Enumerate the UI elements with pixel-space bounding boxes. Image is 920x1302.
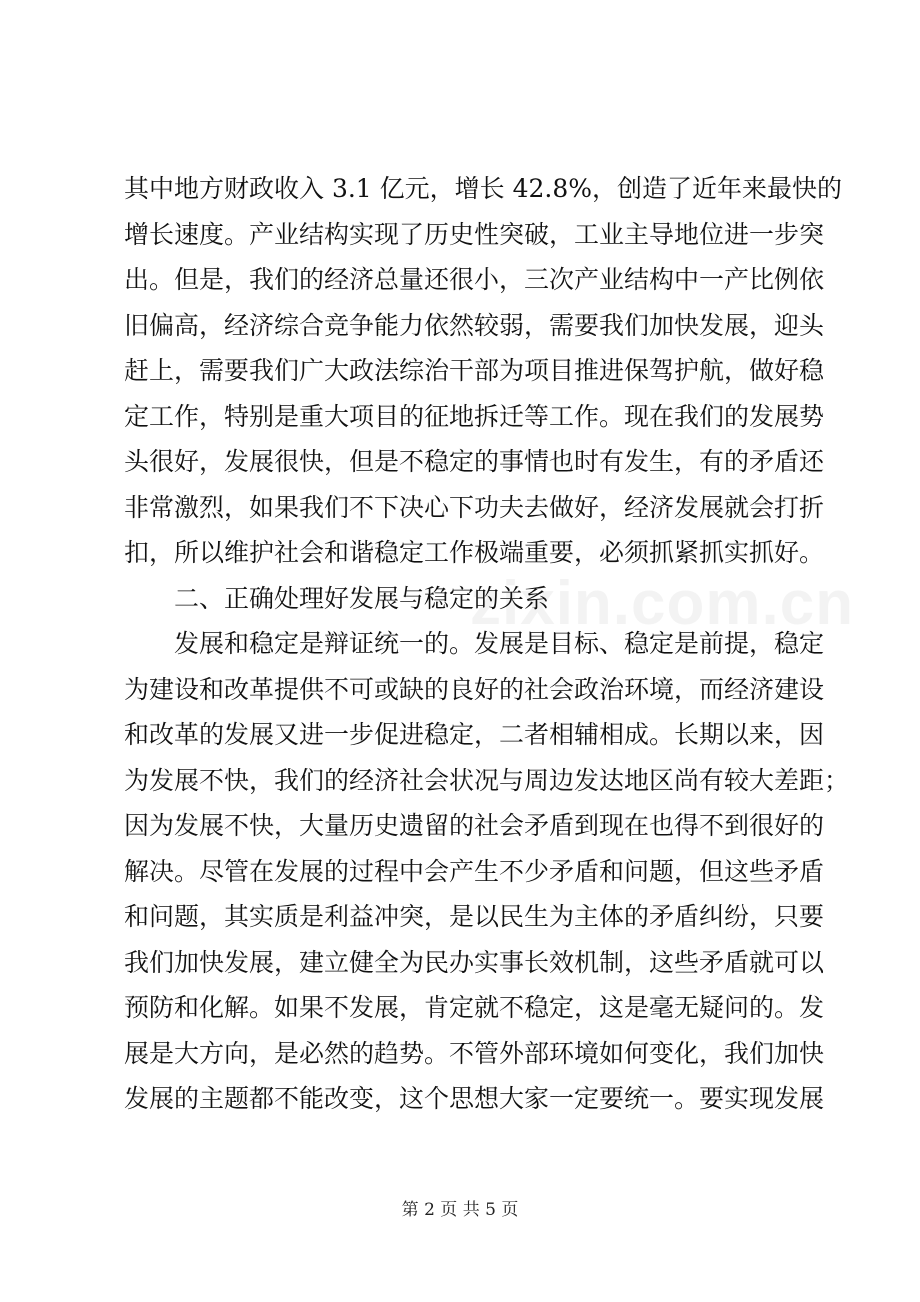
text-line: 非常激烈，如果我们不下决心下功夫去做好，经济发展就会打折 (124, 492, 825, 522)
text-line: 解决。尽管在发展的过程中会产生不少矛盾和问题，但这些矛盾 (124, 856, 825, 886)
text-line: 我们加快发展，建立健全为民办实事长效机制，这些矛盾就可以 (124, 947, 825, 977)
text-line: 预防和化解。如果不发展，肯定就不稳定，这是毫无疑问的。发 (124, 993, 825, 1022)
text-line: 定工作，特别是重大项目的征地拆迁等工作。现在我们的发展势 (124, 401, 825, 431)
text-line: 发展的主题都不能改变，这个思想大家一定要统一。要实现发展 (124, 1084, 825, 1113)
text-line: 赶上，需要我们广大政法综治干部为项目推进保驾护航，做好稳 (124, 356, 825, 385)
text-line: 展是大方向，是必然的趋势。不管外部环境如何变化，我们加快 (124, 1038, 825, 1068)
text-line: 扣，所以维护社会和谐稳定工作极端重要，必须抓紧抓实抓好。 (124, 538, 825, 567)
text-line: 出。但是，我们的经济总量还很小，三次产业结构中一产比例依 (124, 265, 825, 294)
page-footer: 第 2 页 共 5 页 (401, 1200, 519, 1220)
text-line: 为发展不快，我们的经济社会状况与周边发达地区尚有较大差距； (124, 765, 850, 795)
text-line: 因为发展不快，大量历史遗留的社会矛盾到现在也得不到很好的 (124, 811, 825, 840)
text-line: 发展和稳定是辩证统一的。发展是目标、稳定是前提，稳定 (174, 629, 825, 658)
text-line: 和改革的发展又进一步促进稳定，二者相辅相成。长期以来，因 (124, 720, 825, 749)
watermark: zixin.com.cn (470, 569, 855, 638)
body-text (124, 166, 850, 1122)
section-heading: 二、正确处理好发展与稳定的关系 (174, 583, 550, 613)
text-line: 为建设和改革提供不可或缺的良好的社会政治环境，而经济建设 (124, 674, 825, 704)
text-line: 旧偏高，经济综合竞争能力依然较弱，需要我们加快发展，迎头 (124, 310, 825, 340)
text-line: 增长速度。产业结构实现了历史性突破，工业主导地位进一步突 (124, 219, 825, 249)
text-line: 头很好，发展很快，但是不稳定的事情也时有发生，有的矛盾还 (124, 447, 825, 476)
text-line: 和问题，其实质是利益冲突，是以民生为主体的矛盾纠纷，只要 (124, 902, 825, 931)
text-line: 其中地方财政收入 3.1 亿元，增长 42.8%，创造了近年来最快的 (124, 174, 843, 203)
